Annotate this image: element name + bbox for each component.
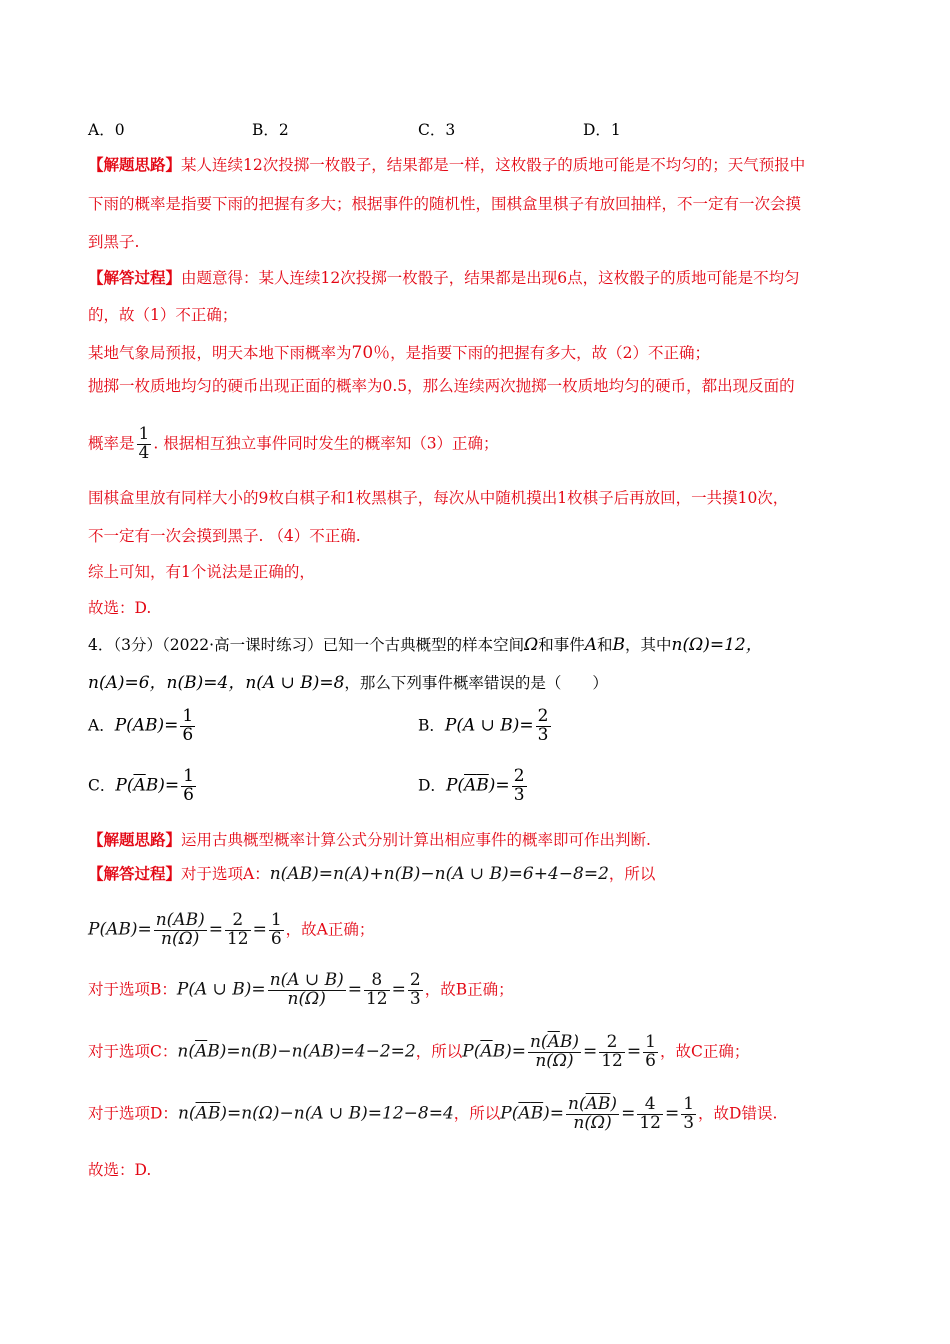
q4-option-c: [88, 768, 198, 805]
frac-num: 4: [637, 1096, 663, 1115]
q3-proc-line-5: [88, 426, 499, 463]
q4-proc-line-b: 对于选项B：P(A ∪ B)= $\frac{n(A \cup B)}{n(\Omega)}$ = $\frac{8}{12}$ = $\frac{2}{3}$ ，故B正确；: [88, 970, 514, 1009]
proc-text: ，所以: [415, 1042, 463, 1061]
option-b: B．2: [252, 121, 289, 139]
fraction: [181, 768, 196, 805]
fraction: [180, 708, 195, 745]
stem-text: 和: [597, 636, 613, 654]
stem-text: ，那么下列事件概率错误的是（ ）: [344, 674, 608, 692]
frac-num: 1: [270, 910, 282, 930]
frac-den: 12: [365, 988, 388, 1009]
proc-text: 概率是: [88, 434, 135, 453]
math-expr: n(: [177, 1041, 195, 1062]
q4-stem-line-2: [88, 668, 608, 693]
q3-proc-line-4: 抛掷一枚质地均匀的硬币出现正面的概率为0.5，那么连续两次抛掷一枚质地均匀的硬币，都出现反面的: [88, 377, 795, 395]
frac-den: 3: [537, 724, 549, 745]
frac-num: 2: [599, 1034, 625, 1053]
complement-b: $\overline{B}$: [207, 1103, 221, 1124]
q4-proc-line-c: 对于选项C：$n(\overline{A}B)=n(B)-n(AB)=4-2=2$，所以$P(\overline{A}B)=$ $\frac{n(\overline{A}B)}{n(\Omega)}$ = $\frac{2}{12}$ = $\frac{1}{6}$ ，故C正确；: [88, 1032, 750, 1071]
math-expr: P(AB)=: [114, 715, 179, 736]
q3-proc-line-1: [88, 266, 800, 288]
fraction: [137, 426, 152, 463]
frac-num: 2: [225, 912, 251, 931]
math-expr: P(: [500, 1103, 519, 1124]
frac-num: 1: [683, 1094, 695, 1114]
frac-den: 3: [513, 784, 525, 805]
option-label: A．: [88, 716, 115, 735]
event-a: A: [584, 635, 598, 655]
idea-text: 某人连续12次投掷一枚骰子，结果都是一样，这枚骰子的质地可能是不均匀的；天气预报中: [181, 156, 806, 174]
frac-den: n(Ω): [287, 988, 326, 1009]
frac-num: 1: [183, 766, 194, 786]
fraction: [637, 1096, 663, 1133]
frac-den: 12: [226, 928, 249, 949]
math-expr: n(A)=6，n(B)=4，n(A ∪ B)=8: [88, 673, 345, 693]
math-expr: P(: [445, 775, 465, 796]
q3-proc-line-2: 的，故（1）不正确；: [88, 306, 238, 324]
complement-a: $\overline{A}$: [547, 1032, 560, 1052]
frac-num: $n(\overline{A}\overline{B})$: [568, 1094, 618, 1114]
stem-text: ，其中: [625, 636, 672, 654]
option-label: C．: [88, 776, 116, 795]
q4-idea-line: [88, 828, 651, 850]
frac-den: n(Ω): [161, 928, 200, 949]
math-expr: )=: [488, 775, 510, 796]
fraction: [566, 1096, 619, 1133]
proc-text: ，故A正确；: [285, 920, 375, 939]
option-d: D．1: [583, 121, 621, 139]
frac-den: 6: [645, 1050, 656, 1071]
q4-proc-line-pab: P(AB)= $\frac{n(AB)}{n(\Omega)}$ = $\frac{2}{12}$ = $\frac{1}{6}$ ，故A正确；: [88, 910, 375, 949]
proc-text: 某地气象局预报，明天本地下雨概率为: [88, 344, 352, 362]
option-a: A．0: [88, 121, 125, 139]
frac-num: 2: [537, 706, 549, 726]
idea-text: 运用古典概型概率计算公式分别计算出相应事件的概率即可作出判断.: [181, 831, 651, 849]
proc-text: 由题意得：某人连续12次投掷一枚骰子，结果都是出现6点，这枚骰子的质地可能是不均匀: [181, 269, 800, 287]
frac-den: n(Ω): [573, 1112, 612, 1133]
complement-a: $\overline{A}$: [195, 1103, 208, 1124]
math-expr: P(: [115, 775, 134, 796]
proc-text: ，所以: [453, 1104, 501, 1123]
frac-num: 2: [513, 766, 525, 786]
q3-answer: 故选：D.: [88, 599, 152, 617]
option-label: B．: [418, 716, 445, 735]
complement-a: $\overline{A}$: [585, 1094, 598, 1114]
proc-text: ，是指要下雨的把握有多大，故（2）不正确；: [390, 344, 711, 362]
math-expr: B)=n(B)−n(AB)=4−2=2: [207, 1041, 416, 1062]
fraction: [269, 912, 284, 949]
fraction: [643, 1034, 658, 1071]
math-expr: n(AB)=n(A)+n(B)−n(A ∪ B)=6+4−8=2: [269, 864, 609, 884]
complement-a: $\overline{A}$: [194, 1041, 208, 1062]
proc-text: . 根据相互独立事件同时发生的概率知（3）正确；: [153, 434, 499, 453]
percent-value: 70％: [351, 343, 391, 363]
q3-idea-line-2: 下雨的概率是指要下雨的把握有多大；根据事件的随机性，围棋盒里棋子有放回抽样，不一定有一次会摸: [88, 195, 802, 213]
frac-den: 3: [683, 1112, 695, 1133]
q3-proc-line-8: 综上可知，有1个说法是正确的，: [88, 563, 315, 581]
q4-answer: 故选：D.: [88, 1161, 152, 1179]
q4-option-d: [418, 768, 529, 805]
fraction: [512, 768, 527, 805]
proc-text: 对于选项A：: [181, 865, 270, 883]
proc-text: ，故C正确；: [659, 1042, 750, 1061]
fraction: [268, 972, 346, 1009]
option-c: C．3: [418, 121, 456, 139]
math-expr: n(Ω)=12，: [671, 635, 763, 655]
q3-proc-line-3: [88, 338, 710, 363]
math-expr: )=n(Ω)−n(A ∪ B)=12−8=4: [220, 1103, 454, 1124]
q4-proc-line-d: 对于选项D：$n(\overline{A}\overline{B})=n(\Omega)-n(A$ ∪ B)=12−8=4，所以$P(\overline{A}\overline{B})=$ $\frac{n(\overline{A}\overline{B})}{n(\Omega)}$ = $\frac{4}{12}$ = $\frac{1}{3}$ ，故D错误.: [88, 1094, 778, 1133]
math-expr: B)=: [492, 1041, 526, 1062]
idea-label: 【解题思路】: [88, 155, 182, 174]
frac-num: $n(\overline{A}B)$: [529, 1032, 579, 1052]
proc-text: ，故B正确；: [424, 980, 514, 999]
frac-num: n(A ∪ B): [269, 970, 344, 990]
math-expr: n(: [177, 1103, 196, 1124]
frac-den: 12: [601, 1050, 623, 1071]
fraction: [528, 1034, 581, 1071]
proc-text: 对于选项D：: [88, 1104, 178, 1123]
frac-num: 1: [645, 1032, 656, 1052]
fraction: [681, 1096, 696, 1133]
fraction: [536, 708, 551, 745]
stem-text: 和事件: [538, 636, 585, 654]
math-expr: P(AB)=: [88, 919, 152, 940]
frac-den: 6: [270, 928, 282, 949]
frac-num: n(AB): [155, 910, 205, 930]
math-expr: P(: [462, 1041, 481, 1062]
complement-b: $\overline{B}$: [530, 1103, 544, 1124]
frac-den: 6: [183, 784, 194, 805]
proc-text: ，所以: [608, 865, 656, 883]
frac-den: 12: [639, 1112, 661, 1133]
frac-num: 1: [138, 424, 150, 444]
q4-option-a: [88, 708, 197, 745]
q3-proc-line-6: 围棋盒里放有同样大小的9枚白棋子和1枚黑棋子，每次从中随机摸出1枚棋子后再放回，一共摸10次，: [88, 489, 789, 507]
fraction: [599, 1034, 625, 1071]
math-expr: B)=: [145, 775, 180, 796]
q4-stem-line-1: [88, 630, 763, 655]
q4-option-b: [418, 708, 553, 745]
frac-den: 6: [182, 724, 194, 745]
frac-num: 2: [409, 970, 421, 990]
complement-b: $\overline{B}$: [476, 775, 489, 796]
idea-label: 【解题思路】: [88, 830, 182, 849]
proc-label: 【解答过程】: [88, 864, 182, 883]
fraction: [408, 972, 423, 1009]
proc-text: 对于选项B：: [88, 980, 177, 999]
complement-a: $\overline{A}$: [464, 775, 477, 796]
math-expr: )=: [543, 1103, 565, 1124]
fraction: [154, 912, 207, 949]
option-label: D．: [418, 776, 446, 795]
proc-text: ，故D错误.: [698, 1104, 778, 1123]
fraction: [225, 912, 251, 949]
complement-a: $\overline{A}$: [518, 1103, 531, 1124]
event-b: B: [612, 635, 626, 655]
frac-den: n(Ω): [535, 1050, 574, 1071]
proc-label: 【解答过程】: [88, 268, 182, 287]
math-expr: P(A ∪ B)=: [176, 979, 266, 1000]
q4-proc-line-a: [88, 862, 655, 884]
q3-idea-line-1: [88, 153, 805, 175]
frac-num: 1: [182, 706, 194, 726]
complement-b: $\overline{B}$: [597, 1094, 611, 1114]
frac-den: 4: [138, 442, 150, 463]
q3-idea-line-3: 到黑子.: [88, 233, 140, 251]
frac-den: 3: [409, 988, 421, 1009]
complement-a: $\overline{A}$: [480, 1041, 493, 1062]
proc-text: 对于选项C：: [88, 1042, 178, 1061]
omega-symbol: Ω: [524, 635, 539, 655]
math-expr: P(A ∪ B)=: [444, 715, 534, 736]
stem-text: 4．（3分）（2022·高一课时练习）已知一个古典概型的样本空间: [88, 636, 525, 654]
q3-proc-line-7: 不一定有一次会摸到黑子. （4）不正确.: [88, 527, 361, 545]
complement-a: $\overline{A}$: [133, 775, 146, 796]
fraction: [364, 972, 390, 1009]
frac-num: 8: [364, 972, 390, 991]
